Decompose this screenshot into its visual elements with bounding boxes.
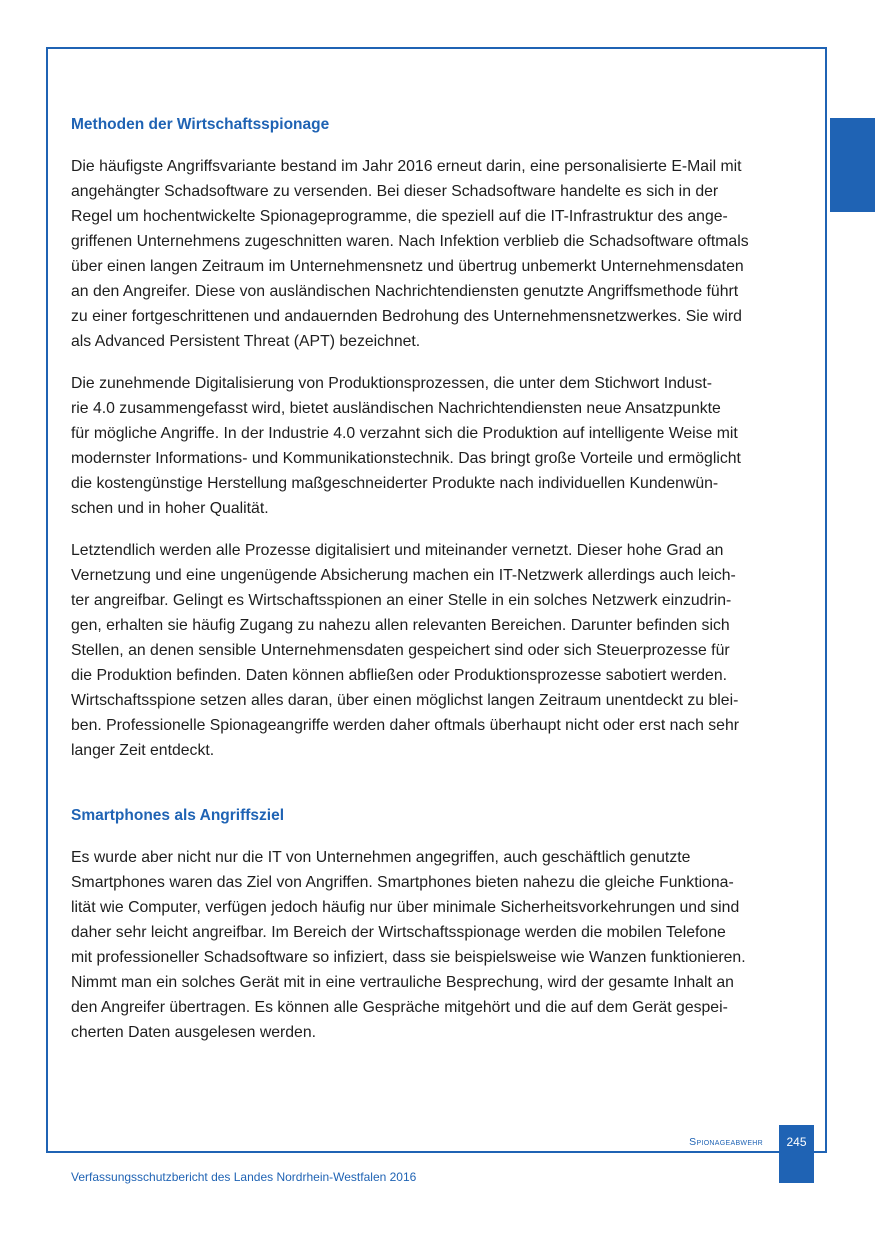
footer-section-label: Spionageabwehr	[689, 1136, 763, 1148]
paragraph	[71, 371, 791, 521]
paragraph-line: die kostengünstige Herstellung maßgeschneiderter Produkte nach individuellen Kundenwün-	[71, 475, 719, 492]
footer-publication-title: Verfassungsschutzbericht des Landes Nordrhein-Westfalen 2016	[71, 1170, 417, 1184]
paragraph-line: daher sehr leicht angreifbar. Im Bereich der Wirtschaftsspionage werden die mobilen Telefone	[71, 924, 726, 941]
paragraph-line: lität wie Computer, verfügen jedoch häufig nur über minimale Sicherheitsvorkehrungen und sind	[71, 899, 740, 916]
paragraph-line: Letztendlich werden alle Prozesse digitalisiert und miteinander vernetzt. Dieser hohe Grad an	[71, 542, 724, 559]
section-heading-methoden: Methoden der Wirtschaftsspionage	[71, 116, 330, 133]
paragraph-line: als Advanced Persistent Threat (APT) bezeichnet.	[71, 333, 421, 350]
paragraph-line: für mögliche Angriffe. In der Industrie 4.0 verzahnt sich die Produktion auf intelligente Weise mit	[71, 425, 738, 442]
paragraph-line: Es wurde aber nicht nur die IT von Unternehmen angegriffen, auch geschäftlich genutzte	[71, 849, 691, 866]
paragraph-line: zu einer fortgeschrittenen und andauernden Bedrohung des Unternehmensnetzwerkes. Sie wird	[71, 308, 742, 325]
paragraph-line: Stellen, an denen sensible Unternehmensdaten gespeichert sind oder sich Steuerprozesse für	[71, 642, 730, 659]
paragraph-line: ter angreifbar. Gelingt es Wirtschaftsspionen an einer Stelle in ein solches Netzwerk einzudrin-	[71, 592, 732, 609]
paragraph-line: Smartphones waren das Ziel von Angriffen. Smartphones bieten nahezu die gleiche Funktiona-	[71, 874, 734, 891]
paragraph-line: angehängter Schadsoftware zu versenden. Bei dieser Schadsoftware handelte es sich in der	[71, 183, 719, 200]
page-number-box	[779, 1125, 814, 1183]
section-heading-smartphones: Smartphones als Angriffsziel	[71, 807, 285, 824]
paragraph-line: ben. Professionelle Spionageangriffe werden daher oftmals überhaupt nicht oder erst nach sehr	[71, 717, 739, 734]
paragraph-line: cherten Daten ausgelesen werden.	[71, 1024, 317, 1041]
paragraph-line: mit professioneller Schadsoftware so infiziert, dass sie beispielsweise wie Wanzen funktionieren.	[71, 949, 746, 966]
main-content	[71, 112, 791, 1062]
page-number: 245	[786, 1135, 807, 1149]
paragraph-line: gen, erhalten sie häufig Zugang zu nahezu allen relevanten Bereichen. Darunter befinden sich	[71, 617, 730, 634]
paragraph-line: an den Angreifer. Diese von ausländischen Nachrichtendiensten genutzte Angriffsmethode führt	[71, 283, 739, 300]
paragraph-line: den Angreifer übertragen. Es können alle Gespräche mitgehört und die auf dem Gerät gespei-	[71, 999, 728, 1016]
paragraph-line: Die häufigste Angriffsvariante bestand im Jahr 2016 erneut darin, eine personalisierte E-Mail mit	[71, 158, 742, 175]
paragraph-line: langer Zeit entdeckt.	[71, 742, 215, 759]
paragraph	[71, 845, 791, 1045]
paragraph	[71, 538, 791, 763]
section-body-smartphones	[71, 845, 791, 1045]
paragraph-line: modernster Informations- und Kommunikationstechnik. Das bringt große Vorteile und ermöglicht	[71, 450, 741, 467]
paragraph-line: Vernetzung und eine ungenügende Absicherung machen ein IT-Netzwerk allerdings auch leich-	[71, 567, 736, 584]
paragraph-line: über einen langen Zeitraum im Unternehmensnetz und übertrug unbemerkt Unternehmensdaten	[71, 258, 744, 275]
paragraph	[71, 154, 791, 354]
paragraph-line: Wirtschaftsspione setzen alles daran, über einen möglichst langen Zeitraum unentdeckt zu blei-	[71, 692, 739, 709]
paragraph-line: schen und in hoher Qualität.	[71, 500, 269, 517]
paragraph-line: Regel um hochentwickelte Spionageprogramme, die speziell auf die IT-Infrastruktur des ange-	[71, 208, 728, 225]
paragraph-line: die Produktion befinden. Daten können abfließen oder Produktionsprozesse sabotiert werden.	[71, 667, 727, 684]
chapter-side-tab	[830, 118, 875, 212]
section-body-methoden	[71, 154, 791, 763]
paragraph-line: Nimmt man ein solches Gerät mit in eine vertrauliche Besprechung, wird der gesamte Inhalt an	[71, 974, 734, 991]
paragraph-line: griffenen Unternehmens zugeschnitten waren. Nach Infektion verblieb die Schadsoftware oftmals	[71, 233, 749, 250]
paragraph-line: rie 4.0 zusammengefasst wird, bietet ausländischen Nachrichtendiensten neue Ansatzpunkte	[71, 400, 721, 417]
paragraph-line: Die zunehmende Digitalisierung von Produktionsprozessen, die unter dem Stichwort Indust-	[71, 375, 712, 392]
